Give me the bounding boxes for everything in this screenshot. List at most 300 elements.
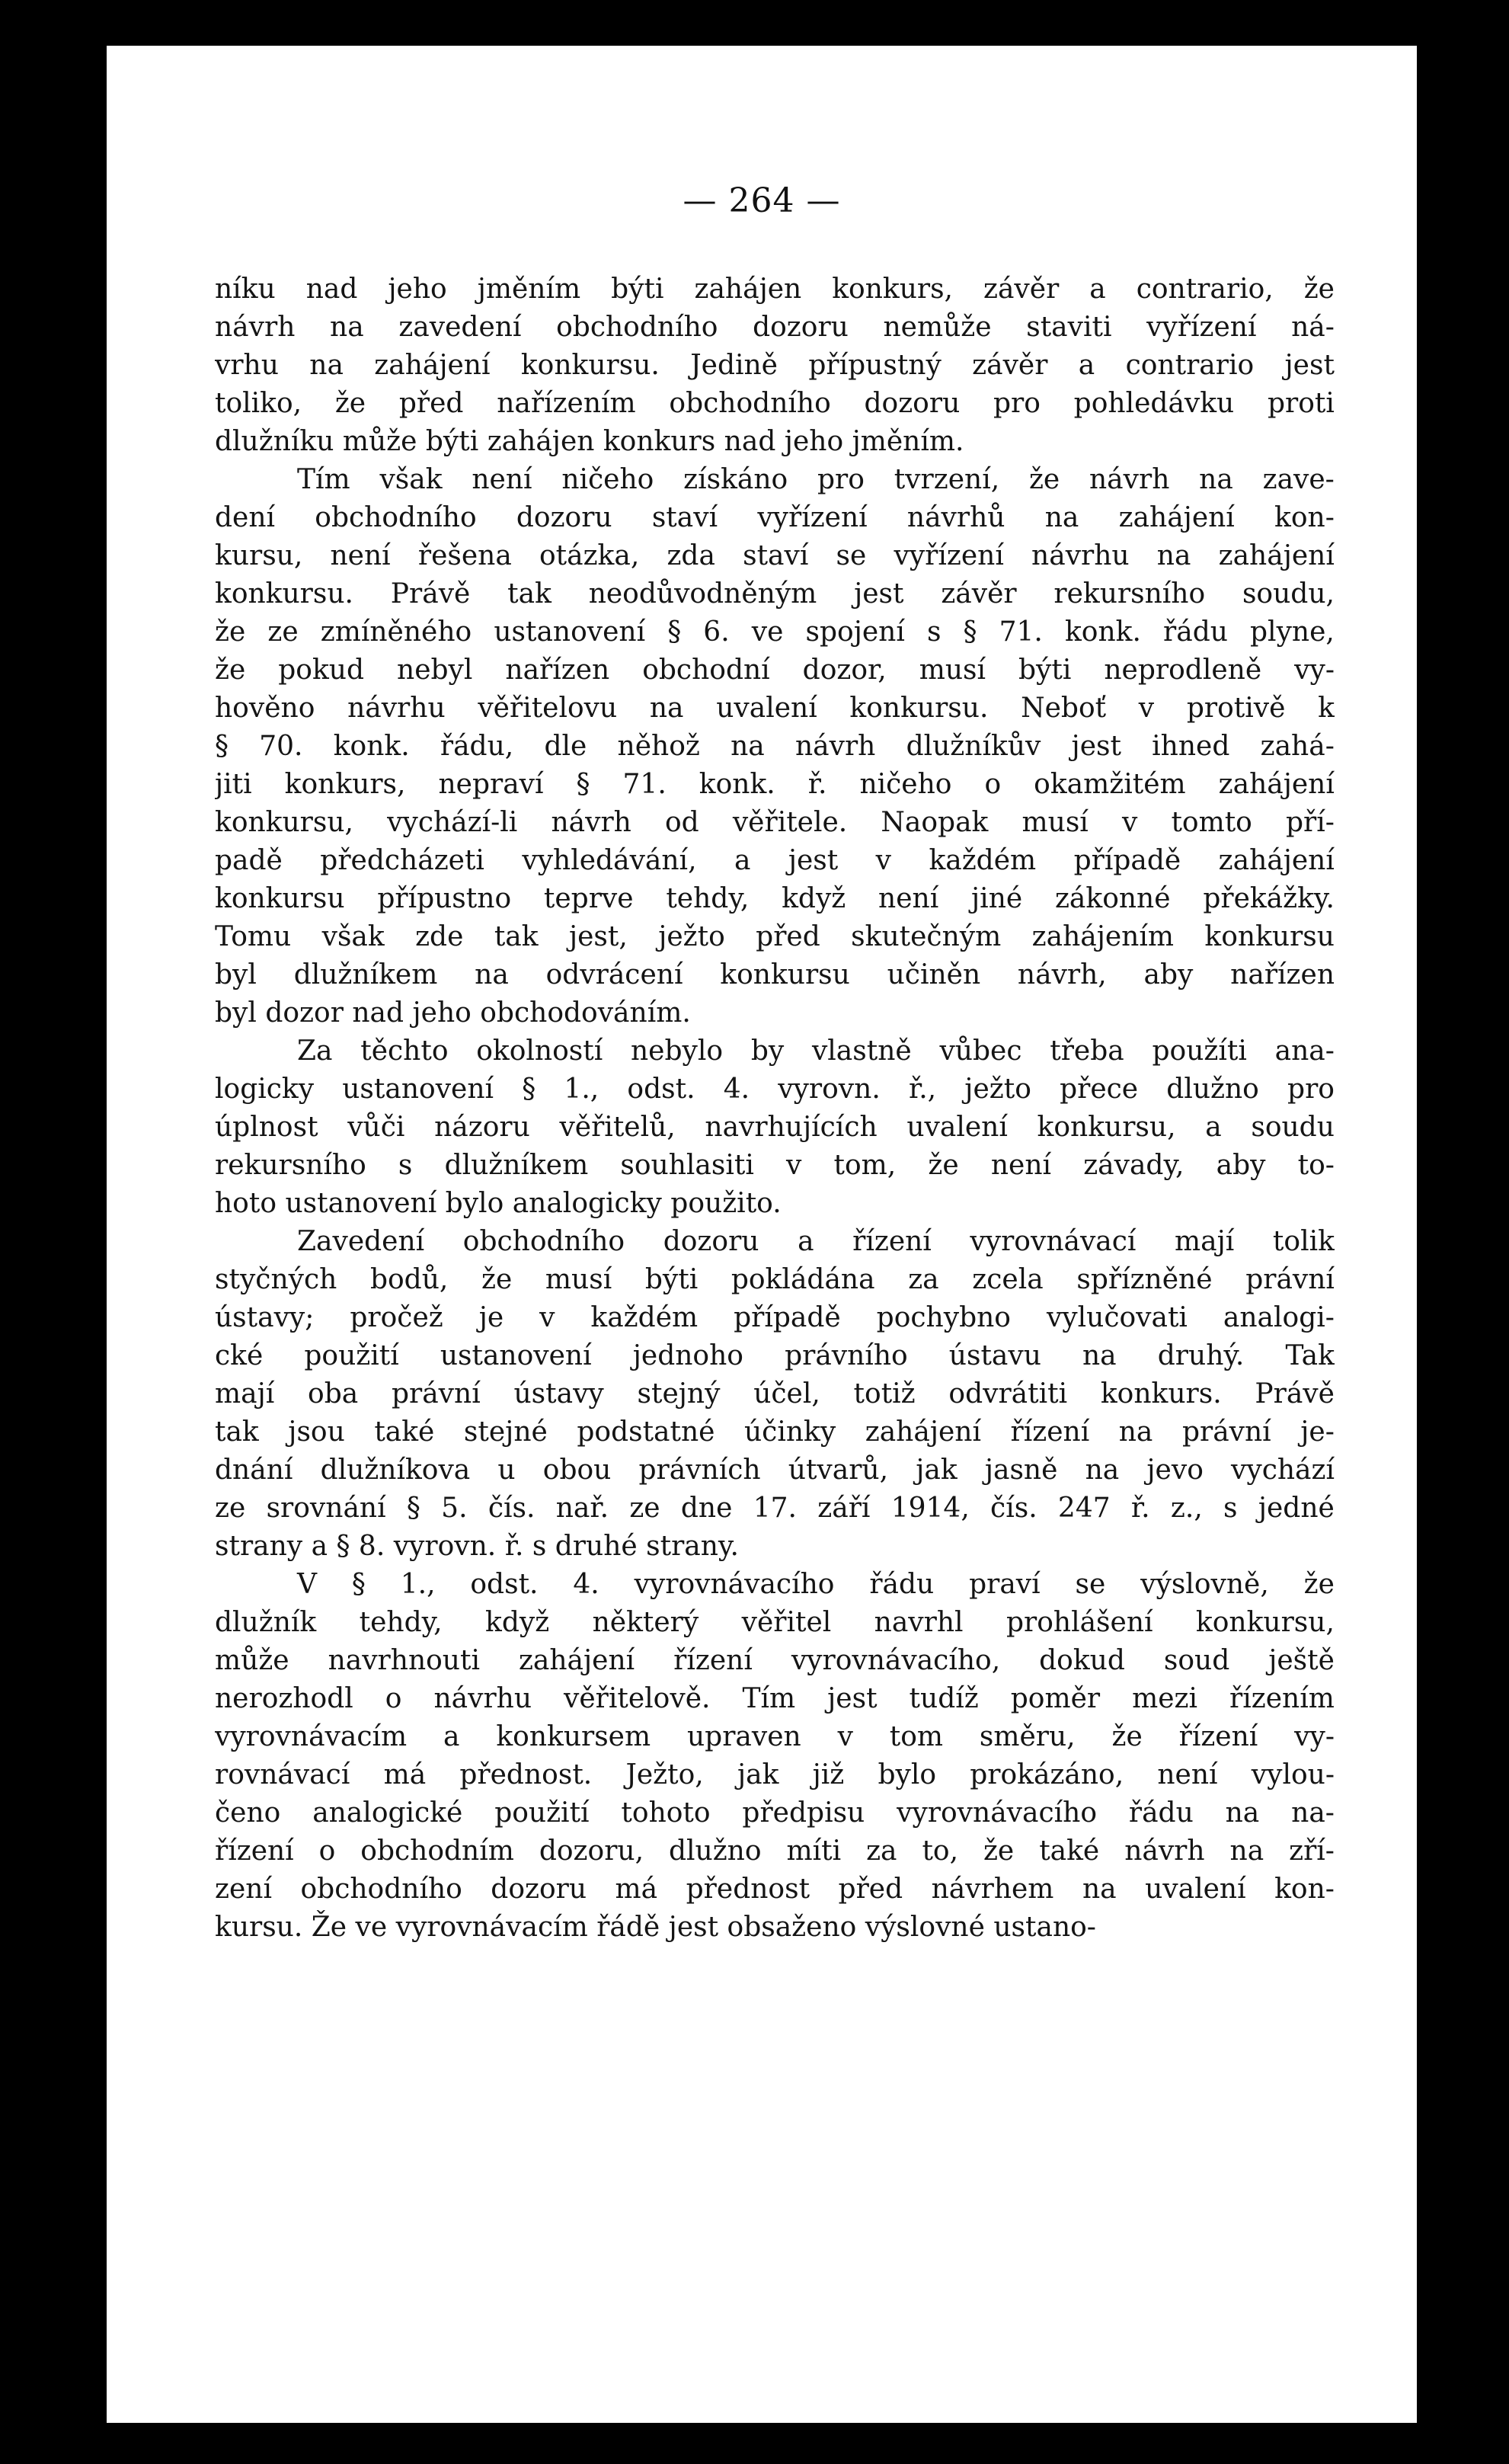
word: a bbox=[443, 1721, 460, 1752]
word: § bbox=[667, 616, 682, 648]
word: u bbox=[497, 1454, 516, 1486]
word: nařízen bbox=[505, 654, 610, 686]
word: § bbox=[215, 731, 229, 762]
word: závěr bbox=[972, 350, 1048, 381]
word: ještě bbox=[1268, 1645, 1335, 1676]
word: útvarů, bbox=[788, 1454, 889, 1486]
word: srovnání bbox=[266, 1493, 386, 1524]
word: dle bbox=[544, 731, 587, 762]
word: bodů, bbox=[369, 1264, 449, 1295]
word: konkursem bbox=[496, 1721, 651, 1752]
word: na bbox=[330, 312, 364, 343]
word: když bbox=[485, 1607, 550, 1638]
word: návrh bbox=[215, 312, 296, 343]
word: styčných bbox=[215, 1264, 337, 1295]
word: že bbox=[928, 1150, 959, 1181]
word: závěr bbox=[941, 578, 1017, 610]
word: konkursu. bbox=[849, 693, 989, 724]
word: návrh bbox=[551, 807, 631, 838]
word: každém bbox=[929, 845, 1037, 876]
word: pří- bbox=[1286, 807, 1335, 838]
word: jak bbox=[737, 1759, 779, 1790]
word: čís. bbox=[488, 1493, 536, 1524]
word: dozoru bbox=[663, 1226, 759, 1257]
word: účel, bbox=[753, 1378, 820, 1410]
word: vy- bbox=[1294, 654, 1335, 686]
word: prokázáno, bbox=[970, 1759, 1124, 1790]
text-line bbox=[215, 1375, 1335, 1413]
text-line: kursu. Že ve vyrovnávacím řádě jest obsaženo výslovné ustano- bbox=[215, 1912, 1096, 1943]
word: ana- bbox=[1274, 1035, 1335, 1067]
word: 1., bbox=[400, 1569, 436, 1600]
word: přípustno bbox=[377, 883, 512, 914]
word: tom bbox=[889, 1721, 944, 1752]
word: vůči bbox=[347, 1112, 405, 1143]
word: rovnávací bbox=[215, 1759, 350, 1790]
word: Za bbox=[297, 1035, 333, 1067]
page-number: — 264 — bbox=[683, 181, 841, 220]
word: tehdy, bbox=[666, 883, 750, 914]
word: plyne, bbox=[1250, 616, 1335, 648]
word: ihned bbox=[1152, 731, 1230, 762]
word: návrhem bbox=[931, 1874, 1054, 1905]
text-line bbox=[215, 499, 1335, 537]
word: zave- bbox=[1262, 464, 1335, 495]
word: že bbox=[481, 1264, 513, 1295]
word: od bbox=[664, 807, 699, 838]
word: návrhu bbox=[347, 693, 446, 724]
word: nerozhodl bbox=[215, 1683, 353, 1714]
word: konkursu bbox=[720, 959, 850, 990]
word: vyrovn. bbox=[778, 1074, 881, 1105]
word: na bbox=[1229, 1835, 1264, 1867]
word: staví bbox=[651, 502, 718, 533]
text-line bbox=[215, 1718, 1335, 1756]
word: odvrátiti bbox=[948, 1378, 1068, 1410]
word: návrh bbox=[1124, 1835, 1205, 1867]
word: Zavedení bbox=[297, 1226, 425, 1257]
word: totiž bbox=[853, 1378, 916, 1410]
word: odst. bbox=[627, 1074, 695, 1105]
word: ze bbox=[267, 616, 299, 648]
word: o bbox=[385, 1683, 402, 1714]
word: nebyl bbox=[397, 654, 473, 686]
word: na bbox=[1156, 540, 1191, 571]
word: § bbox=[963, 616, 977, 648]
word: s bbox=[1223, 1493, 1238, 1524]
word: stejný bbox=[637, 1378, 721, 1410]
word: kon- bbox=[1274, 502, 1335, 533]
word: ničeho bbox=[561, 464, 654, 495]
word: v bbox=[1121, 807, 1138, 838]
word: v bbox=[837, 1721, 853, 1752]
word: konkursu bbox=[1204, 921, 1335, 952]
word: také bbox=[1039, 1835, 1100, 1867]
word: výslovně, bbox=[1140, 1569, 1269, 1600]
word: spřízněné bbox=[1076, 1264, 1213, 1295]
word: názoru bbox=[434, 1112, 530, 1143]
word: mezi bbox=[1132, 1683, 1198, 1714]
word: vylučovati bbox=[1046, 1302, 1188, 1333]
word: také bbox=[374, 1416, 435, 1448]
word: konkursu. bbox=[520, 350, 660, 381]
word: vyhledávání, bbox=[522, 845, 697, 876]
word: že bbox=[1028, 464, 1060, 495]
word: 247 bbox=[1057, 1493, 1111, 1524]
word: vyřízení bbox=[894, 540, 1004, 571]
word: § bbox=[406, 1493, 420, 1524]
word: že bbox=[1303, 274, 1335, 305]
word: konk. bbox=[699, 769, 775, 800]
word: Tomu bbox=[215, 921, 292, 952]
word: zavedení bbox=[398, 312, 522, 343]
word: na bbox=[1199, 464, 1233, 495]
word: však bbox=[321, 921, 385, 952]
word: řízení bbox=[1178, 1721, 1258, 1752]
word: 4. bbox=[573, 1569, 599, 1600]
word: případě bbox=[1073, 845, 1181, 876]
word: návrh bbox=[1089, 464, 1170, 495]
word: použití bbox=[304, 1340, 399, 1371]
word: závady, bbox=[1083, 1150, 1185, 1181]
word: tolik bbox=[1272, 1226, 1335, 1257]
word: druhý. bbox=[1157, 1340, 1245, 1371]
word: jměním bbox=[477, 274, 581, 305]
text-line bbox=[215, 690, 1335, 728]
word: konkursu, bbox=[1195, 1607, 1335, 1638]
word: neodůvodněným bbox=[588, 578, 817, 610]
word: září bbox=[817, 1493, 871, 1524]
word: rekursního bbox=[215, 1150, 366, 1181]
word: jiné bbox=[971, 883, 1023, 914]
word: úplnost bbox=[215, 1112, 318, 1143]
body-text bbox=[215, 270, 1335, 1947]
word: toliko, bbox=[215, 388, 302, 419]
word: řádu bbox=[1163, 616, 1228, 648]
word: v bbox=[1138, 693, 1155, 724]
word: § bbox=[522, 1074, 536, 1105]
word: zahájení bbox=[1118, 502, 1235, 533]
text-line bbox=[215, 1832, 1335, 1870]
word: má bbox=[615, 1874, 658, 1905]
word: vrhu bbox=[215, 350, 279, 381]
word: dení bbox=[215, 502, 276, 533]
word: a bbox=[734, 845, 751, 876]
word: tohoto bbox=[621, 1797, 711, 1829]
word: a bbox=[1078, 350, 1095, 381]
word: dlužno bbox=[668, 1835, 762, 1867]
word: tak bbox=[215, 1416, 259, 1448]
word: před bbox=[398, 388, 464, 419]
word: právní bbox=[391, 1378, 481, 1410]
word: ze bbox=[629, 1493, 660, 1524]
word: že bbox=[1303, 1569, 1335, 1600]
word: řízením bbox=[1229, 1683, 1335, 1714]
text-line bbox=[215, 1680, 1335, 1718]
word: to, bbox=[922, 1835, 959, 1867]
word: přednost bbox=[686, 1874, 810, 1905]
word: tomto bbox=[1171, 807, 1252, 838]
word: pokud bbox=[278, 654, 365, 686]
text-line bbox=[215, 651, 1335, 690]
word: návrh bbox=[794, 731, 876, 762]
word: na- bbox=[1291, 1797, 1335, 1829]
word: níku bbox=[215, 274, 276, 305]
word: jest bbox=[827, 1683, 878, 1714]
word: dlužníkem bbox=[444, 1150, 589, 1181]
word: ř. bbox=[807, 769, 827, 800]
word: mají bbox=[215, 1378, 275, 1410]
word: konkurs, bbox=[832, 274, 954, 305]
text-line bbox=[215, 270, 1335, 309]
word: Tím bbox=[742, 1683, 796, 1714]
word: řízení bbox=[852, 1226, 932, 1257]
word: vyřízení bbox=[757, 502, 868, 533]
paragraph bbox=[215, 1223, 1335, 1566]
word: dne bbox=[680, 1493, 733, 1524]
word: předcházeti bbox=[320, 845, 484, 876]
word: řádu bbox=[869, 1569, 935, 1600]
word: tvrzení, bbox=[894, 464, 1000, 495]
word: staviti bbox=[1026, 312, 1112, 343]
word: prohlášení bbox=[1005, 1607, 1153, 1638]
text-line bbox=[215, 1756, 1335, 1794]
word: není bbox=[472, 464, 532, 495]
word: návrhů bbox=[906, 502, 1005, 533]
text-line bbox=[215, 385, 1335, 423]
word: obchodního bbox=[669, 388, 831, 419]
word: má bbox=[383, 1759, 427, 1790]
paragraph bbox=[215, 461, 1335, 1032]
word: 17. bbox=[753, 1493, 797, 1524]
word: v bbox=[786, 1150, 802, 1181]
word: 1., bbox=[564, 1074, 599, 1105]
word: ná- bbox=[1291, 312, 1335, 343]
word: není bbox=[1157, 1759, 1218, 1790]
word: řízení bbox=[215, 1835, 294, 1867]
word: nebylo bbox=[631, 1035, 724, 1067]
word: konk. bbox=[1064, 616, 1141, 648]
word: zahájení bbox=[1218, 540, 1335, 571]
word: nařízením bbox=[497, 388, 636, 419]
word: na bbox=[1082, 1340, 1117, 1371]
word: právní bbox=[1245, 1264, 1335, 1295]
word: praví bbox=[969, 1569, 1041, 1600]
word: ř. bbox=[1130, 1493, 1150, 1524]
word: vyřízení bbox=[1146, 312, 1257, 343]
word: nemůže bbox=[883, 312, 992, 343]
word: na bbox=[309, 350, 344, 381]
word: jak bbox=[916, 1454, 958, 1486]
word: předpisu bbox=[742, 1797, 865, 1829]
paragraph bbox=[215, 1032, 1335, 1223]
word: uvalení bbox=[906, 1112, 1008, 1143]
word: zahájení bbox=[1218, 769, 1335, 800]
word: konkursu bbox=[215, 883, 345, 914]
word: přednost. bbox=[459, 1759, 593, 1790]
text-line bbox=[215, 461, 1335, 499]
word: jevo bbox=[1146, 1454, 1204, 1486]
word: proti bbox=[1267, 388, 1335, 419]
text-line bbox=[215, 309, 1335, 347]
text-line bbox=[215, 1070, 1335, 1109]
word: směru, bbox=[979, 1721, 1076, 1752]
word: rekursního bbox=[1053, 578, 1206, 610]
word: jednoho bbox=[632, 1340, 743, 1371]
word: dlužno bbox=[1166, 1074, 1259, 1105]
word: účinky bbox=[744, 1416, 836, 1448]
word: nepraví bbox=[438, 769, 544, 800]
word: zahájen bbox=[694, 274, 802, 305]
word: se bbox=[1075, 1569, 1106, 1600]
word: učiněn bbox=[887, 959, 981, 990]
word: nad bbox=[305, 274, 358, 305]
word: na bbox=[1085, 1454, 1120, 1486]
paragraph bbox=[215, 1566, 1335, 1947]
text-line bbox=[215, 728, 1335, 766]
word: pro bbox=[817, 464, 865, 495]
word: z., bbox=[1170, 1493, 1203, 1524]
word: cké bbox=[215, 1340, 264, 1371]
word: Neboť bbox=[1021, 693, 1107, 724]
word: Právě bbox=[1255, 1378, 1335, 1410]
word: kursu, bbox=[215, 540, 303, 571]
word: za bbox=[908, 1264, 939, 1295]
word: ústavu bbox=[948, 1340, 1041, 1371]
word: vůbec bbox=[939, 1035, 1022, 1067]
word: oba bbox=[308, 1378, 359, 1410]
word: odst. bbox=[470, 1569, 539, 1600]
text-line bbox=[215, 1147, 1335, 1185]
word: každém bbox=[590, 1302, 699, 1333]
word: Tím bbox=[297, 464, 350, 495]
word: již bbox=[812, 1759, 845, 1790]
text-line bbox=[215, 613, 1335, 651]
word: konkursu. bbox=[215, 578, 353, 610]
word: zcela bbox=[972, 1264, 1044, 1295]
word: třeba bbox=[1050, 1035, 1124, 1067]
word: navrhl bbox=[874, 1607, 964, 1638]
word: řešena bbox=[417, 540, 512, 571]
word: spojení bbox=[805, 616, 905, 648]
word: vychází-li bbox=[387, 807, 518, 838]
word: dozor, bbox=[802, 654, 887, 686]
word: dozoru, bbox=[539, 1835, 644, 1867]
word: závěr bbox=[983, 274, 1060, 305]
word: jest bbox=[854, 578, 904, 610]
word: právní bbox=[1181, 1416, 1271, 1448]
word: těchto bbox=[360, 1035, 449, 1067]
word: právního bbox=[785, 1340, 908, 1371]
word: býti bbox=[611, 274, 664, 305]
word: míti bbox=[786, 1835, 842, 1867]
word: před bbox=[838, 1874, 903, 1905]
word: hověno bbox=[215, 693, 315, 724]
word: 1914, bbox=[890, 1493, 970, 1524]
word: dnání bbox=[215, 1454, 293, 1486]
word: ježto bbox=[964, 1074, 1031, 1105]
word: ústavy bbox=[513, 1378, 604, 1410]
word: překážky. bbox=[1203, 883, 1335, 914]
word: tak bbox=[494, 921, 539, 952]
word: věřitelů, bbox=[559, 1112, 676, 1143]
word: jsou bbox=[288, 1416, 345, 1448]
text-line bbox=[215, 918, 1335, 956]
word: 4. bbox=[723, 1074, 750, 1105]
word: 70. bbox=[259, 731, 303, 762]
word: vyrovnávacího bbox=[634, 1569, 835, 1600]
word: vy- bbox=[1294, 1721, 1335, 1752]
word: když bbox=[782, 883, 846, 914]
word: na bbox=[731, 731, 765, 762]
word: dlužníkův bbox=[906, 731, 1041, 762]
word: na bbox=[1118, 1416, 1153, 1448]
word: ničeho bbox=[859, 769, 952, 800]
word: teprve bbox=[543, 883, 634, 914]
word: protivě bbox=[1186, 693, 1286, 724]
word: s bbox=[926, 616, 942, 648]
word: § bbox=[351, 1569, 366, 1600]
word: poměr bbox=[1010, 1683, 1101, 1714]
word: kon- bbox=[1274, 1874, 1335, 1905]
word: není bbox=[990, 1150, 1052, 1181]
word: mají bbox=[1175, 1226, 1235, 1257]
word: podstatné bbox=[577, 1416, 715, 1448]
word: Jedině bbox=[690, 350, 778, 381]
word: navrhujících bbox=[705, 1112, 878, 1143]
word: konkursu, bbox=[215, 807, 353, 838]
text-line bbox=[215, 1223, 1335, 1261]
word: skutečným bbox=[851, 921, 1002, 952]
word: dokud bbox=[1039, 1645, 1125, 1676]
word: obchodního bbox=[300, 1874, 462, 1905]
word: soud bbox=[1163, 1645, 1230, 1676]
text-line bbox=[215, 1032, 1335, 1070]
word: zahájení bbox=[374, 350, 491, 381]
word: V bbox=[297, 1569, 317, 1600]
word: pohledávku bbox=[1073, 388, 1235, 419]
word: tom, bbox=[833, 1150, 897, 1181]
word: věřitel bbox=[741, 1607, 832, 1638]
word: pro bbox=[1287, 1074, 1335, 1105]
word: že bbox=[983, 1835, 1015, 1867]
word: zahá- bbox=[1260, 731, 1335, 762]
word: zahájení bbox=[1218, 845, 1335, 876]
word: a bbox=[798, 1226, 814, 1257]
word: aby bbox=[1143, 959, 1194, 990]
word: ústavy; bbox=[215, 1302, 315, 1333]
word: za bbox=[866, 1835, 897, 1867]
word: a bbox=[1089, 274, 1106, 305]
word: zahájením bbox=[1031, 921, 1175, 952]
text-line bbox=[215, 1490, 1335, 1528]
word: ustanovení bbox=[342, 1074, 494, 1105]
word: bylo bbox=[878, 1759, 937, 1790]
word: obchodní bbox=[642, 654, 770, 686]
word: aby bbox=[1216, 1150, 1266, 1181]
word: obchodního bbox=[462, 1226, 625, 1257]
word: 6. bbox=[703, 616, 730, 648]
paragraph bbox=[215, 270, 1335, 461]
word: o bbox=[984, 769, 1002, 800]
word: konkurs, bbox=[284, 769, 406, 800]
word: jest bbox=[1284, 350, 1335, 381]
word: věřitele. bbox=[732, 807, 848, 838]
word: Tak bbox=[1285, 1340, 1335, 1371]
word: obchodního bbox=[556, 312, 718, 343]
text-line bbox=[215, 1337, 1335, 1375]
word: ř., bbox=[908, 1074, 937, 1105]
